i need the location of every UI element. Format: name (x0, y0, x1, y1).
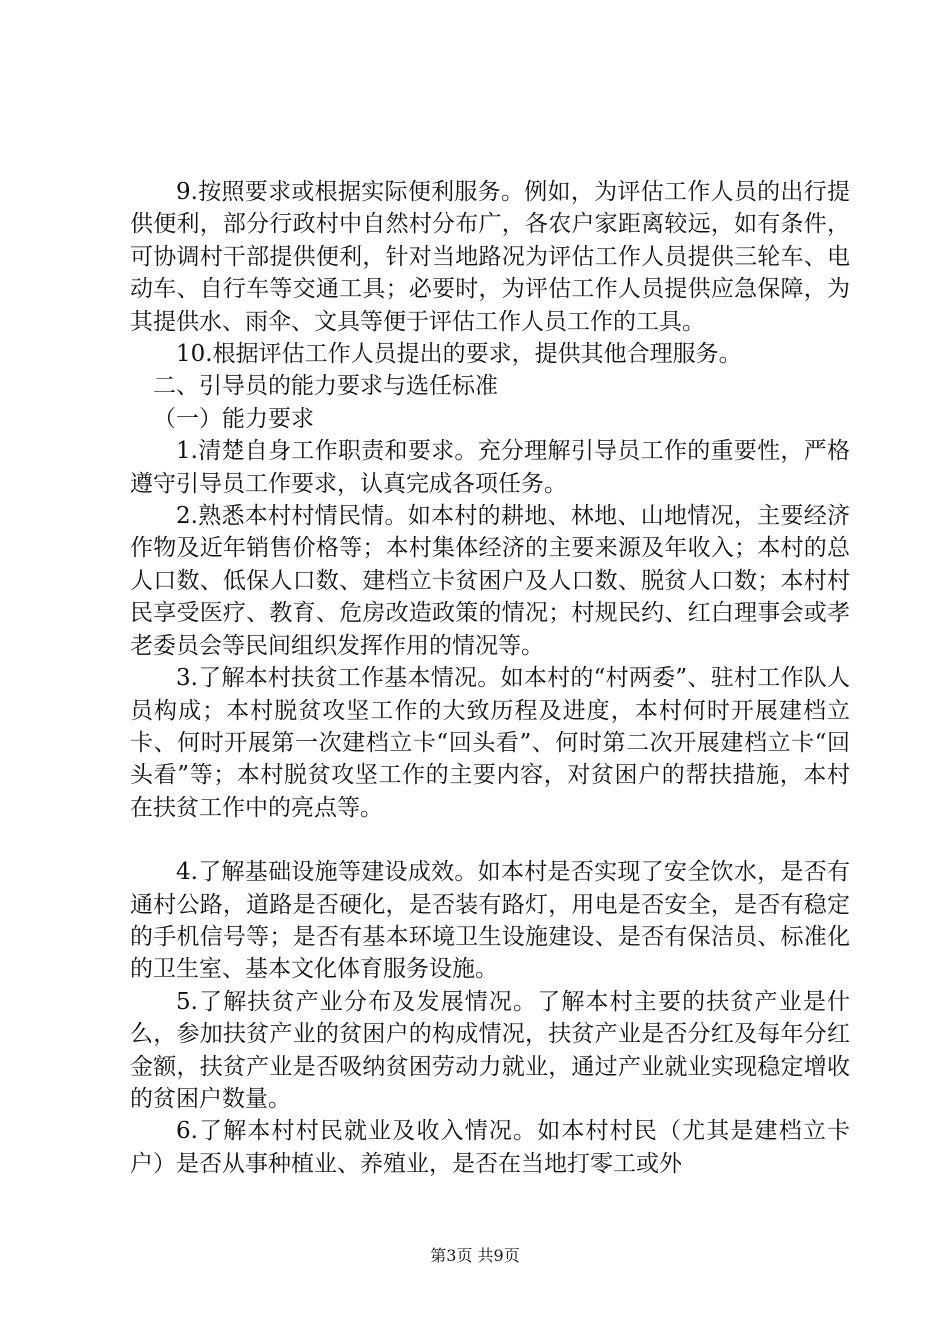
page-footer: 第3页 共9页 (430, 1246, 520, 1265)
paragraph-gap (130, 824, 850, 856)
document-body (130, 176, 850, 1180)
subsection-heading: （一）能力要求 (153, 405, 314, 432)
paragraph-item-5: 5.了解扶贫产业分布及发展情况。了解本村主要的扶贫产业是什么，参加扶贫产业的贫困户的构成情况，扶贫产业是否分红及每年分红金额，扶贫产业是否吸纳贫困劳动力就业，通过产业就业实现稳定增收的贫困户数量。 (130, 988, 850, 1112)
paragraph-item-2: 2.熟悉本村村情民情。如本村的耕地、林地、山地情况，主要经济作物及近年销售价格等；本村集体经济的主要来源及年收入；本村的总人口数、低保人口数、建档立卡贫困户及人口数、脱贫人口数；本村村民享受医疗、教育、危房改造政策的情况；村规民约、红白理事会或孝老委员会等民间组织发挥作用的情况等。 (130, 503, 850, 659)
paragraph-item-6: 6.了解本村村民就业及收入情况。如本村村民（尤其是建档立卡户）是否从事种植业、养殖业，是否在当地打零工或外 (130, 1118, 850, 1177)
paragraph-item-9: 9.按照要求或根据实际便利服务。例如，为评估工作人员的出行提供便利，部分行政村中自然村分布广，各农户家距离较远，如有条件，可协调村干部提供便利，针对当地路况为评估工作人员提供三轮车、电动车、自行车等交通工具；必要时，为评估工作人员提供应急保障，为其提供水、雨伞、文具等便于评估工作人员工作的工具。 (130, 179, 850, 335)
section-heading: 二、引导员的能力要求与选任标准 (153, 373, 498, 400)
paragraph-item-4: 4.了解基础设施等建设成效。如本村是否实现了安全饮水，是否有通村公路，道路是否硬化，是否装有路灯，用电是否安全，是否有稳定的手机信号等；是否有基本环境卫生设施建设、是否有保洁员、标准化的卫生室、基本文化体育服务设施。 (130, 859, 850, 983)
paragraph-item-1: 1.清楚自身工作职责和要求。充分理解引导员工作的重要性，严格遵守引导员工作要求，认真完成各项任务。 (130, 438, 850, 497)
paragraph-item-3: 3.了解本村扶贫工作基本情况。如本村的“村两委”、驻村工作队人员构成；本村脱贫攻坚工作的大致历程及进度，本村何时开展建档立卡、何时开展第一次建档立卡“回头看”、何时第二次开展建档立卡“回头看”等；本村脱贫攻坚工作的主要内容，对贫困户的帮扶措施，本村在扶贫工作中的亮点等。 (130, 665, 850, 821)
paragraph-item-10: 10.根据评估工作人员提出的要求，提供其他合理服务。 (176, 341, 742, 368)
